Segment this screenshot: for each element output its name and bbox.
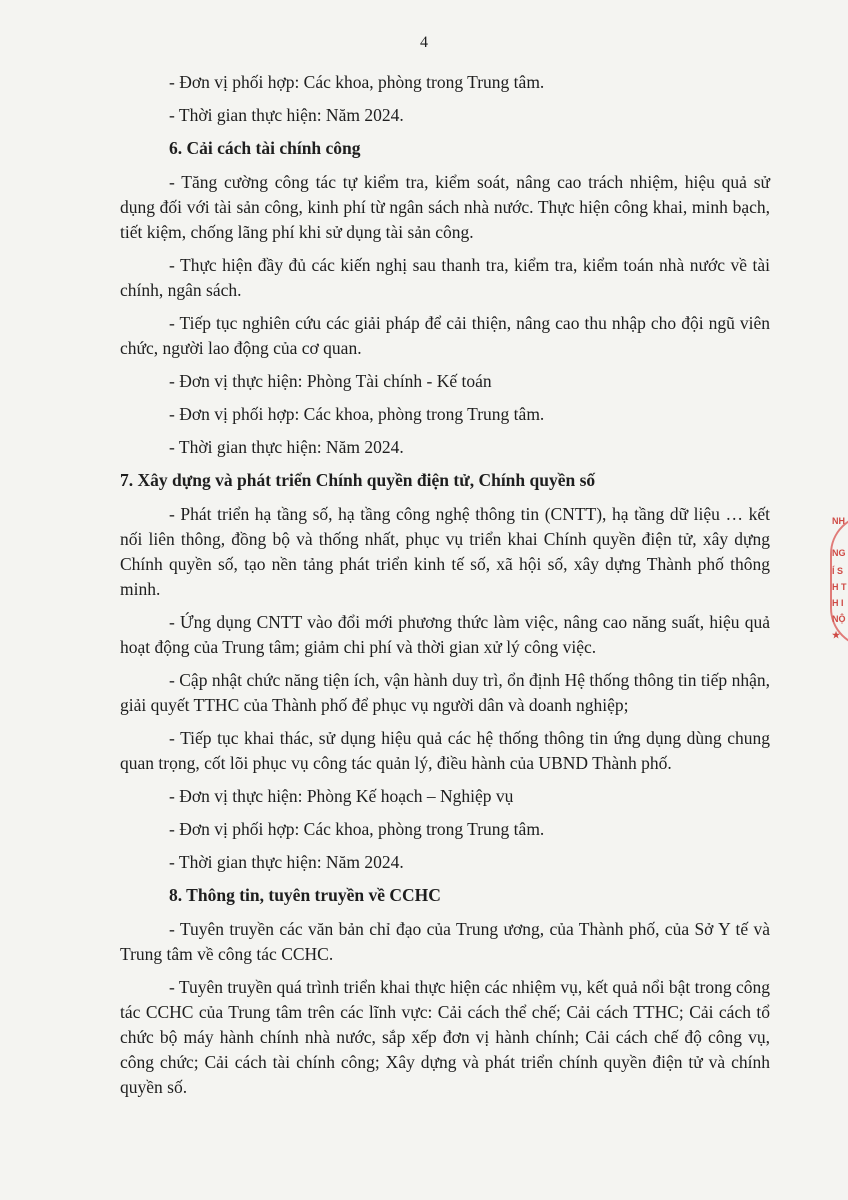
- stamp-text: H I: [832, 598, 844, 608]
- paragraph: - Tăng cường công tác tự kiểm tra, kiểm soát, nâng cao trách nhiệm, hiệu quả sử dụng đối với tài sản công, kinh phí từ ngân sách nhà nước. Thực hiện công khai, minh bạch, tiết kiệm, chống lãng phí khi sử dụng tài sản công.: [120, 172, 770, 242]
- paragraph: - Tuyên truyền các văn bản chỉ đạo của Trung ương, của Thành phố, của Sở Y tế và Trung tâm về công tác CCHC.: [120, 919, 770, 964]
- document-body: [120, 70, 770, 1108]
- stamp-star-icon: ★: [832, 630, 841, 640]
- paragraph: - Đơn vị phối hợp: Các khoa, phòng trong Trung tâm.: [169, 819, 545, 839]
- section-heading: 7. Xây dựng và phát triển Chính quyền điện tử, Chính quyền số: [120, 470, 596, 490]
- paragraph: - Thời gian thực hiện: Năm 2024.: [169, 852, 404, 872]
- paragraph: - Tuyên truyền quá trình triển khai thực hiện các nhiệm vụ, kết quả nổi bật trong công tác CCHC của Trung tâm trên các lĩnh vực: Cải cách thể chế; Cải cách TTHC; Cải cách tổ chức bộ máy hành chính nhà nước, sắp xếp đơn vị hành chính; Cải cách chế độ công vụ, công chức; Cải cách tài chính công; Xây dựng và phát triển chính quyền điện tử và chính quyền số.: [120, 977, 770, 1097]
- stamp-ring: [830, 514, 848, 648]
- paragraph: - Thực hiện đầy đủ các kiến nghị sau thanh tra, kiểm tra, kiểm toán nhà nước về tài chính, ngân sách.: [120, 255, 770, 300]
- paragraph: - Đơn vị phối hợp: Các khoa, phòng trong Trung tâm.: [169, 404, 545, 424]
- section-heading: 6. Cải cách tài chính công: [169, 138, 361, 158]
- paragraph: - Tiếp tục nghiên cứu các giải pháp để cải thiện, nâng cao thu nhập cho đội ngũ viên chức, người lao động của cơ quan.: [120, 313, 770, 358]
- paragraph: - Phát triển hạ tầng số, hạ tầng công nghệ thông tin (CNTT), hạ tầng dữ liệu … kết nối liên thông, đồng bộ và thống nhất, phục vụ triển khai Chính quyền điện tử, xây dựng Chính quyền số, tạo nền tảng phát triển kinh tế số, xã hội số, xây dựng Thành phố thông minh.: [120, 504, 770, 599]
- paragraph: - Đơn vị thực hiện: Phòng Kế hoạch – Nghiệp vụ: [169, 786, 514, 806]
- paragraph: - Đơn vị thực hiện: Phòng Tài chính - Kế toán: [169, 371, 492, 391]
- paragraph: - Thời gian thực hiện: Năm 2024.: [169, 105, 404, 125]
- stamp-text: Í S: [832, 566, 844, 576]
- paragraph: - Cập nhật chức năng tiện ích, vận hành duy trì, ổn định Hệ thống thông tin tiếp nhận, giải quyết TTHC của Thành phố để phục vụ người dân và doanh nghiệp;: [120, 670, 770, 715]
- paragraph: - Đơn vị phối hợp: Các khoa, phòng trong Trung tâm.: [169, 72, 545, 92]
- stamp-text: NG: [832, 548, 846, 558]
- red-stamp-fragment: [826, 504, 848, 654]
- stamp-text: H T: [832, 582, 847, 592]
- page-number: 4: [420, 34, 428, 51]
- paragraph: - Tiếp tục khai thác, sử dụng hiệu quả các hệ thống thông tin ứng dụng dùng chung quan trọng, cốt lõi phục vụ công tác quản lý, điều hành của UBND Thành phố.: [120, 728, 770, 773]
- paragraph: - Ứng dụng CNTT vào đổi mới phương thức làm việc, nâng cao năng suất, hiệu quả hoạt động của Trung tâm; giảm chi phí và thời gian xử lý công việc.: [120, 612, 770, 657]
- stamp-text: NH: [832, 516, 845, 526]
- stamp-text: NỘ: [832, 614, 846, 624]
- paragraph: - Thời gian thực hiện: Năm 2024.: [169, 437, 404, 457]
- section-heading: 8. Thông tin, tuyên truyền về CCHC: [169, 885, 441, 905]
